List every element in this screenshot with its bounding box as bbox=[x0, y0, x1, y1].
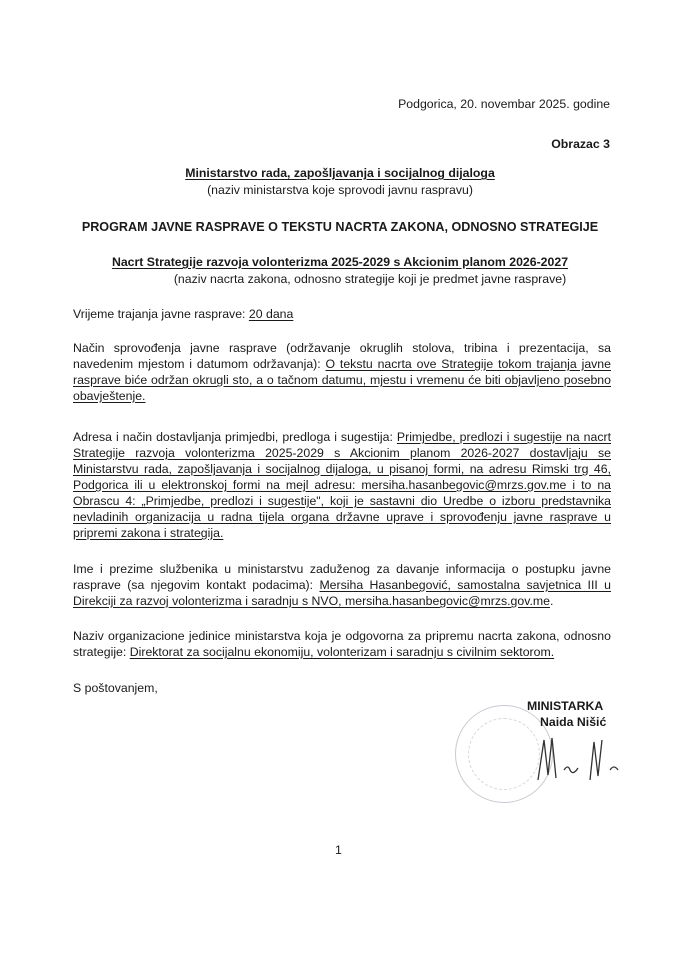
ministry-name: Ministarstvo rada, zapošljavanja i socijalnog dijaloga bbox=[185, 166, 495, 180]
closing: S poštovanjem, bbox=[73, 681, 158, 695]
form-number: Obrazac 3 bbox=[551, 137, 610, 151]
place-date: Podgorica, 20. novembar 2025. godine bbox=[398, 97, 610, 111]
signatory-title: MINISTARKA bbox=[527, 699, 604, 713]
handwritten-signature bbox=[530, 730, 640, 790]
method-label: Način sprovođenja javne rasprave (održavanje okruglih stolova, tribina i prezentacija, sa navedenim mjestom i datumom održavanja): bbox=[73, 341, 611, 371]
draft-name: Nacrt Strategije razvoja volonterizma 2025-2029 s Akcionim planom 2026-2027 bbox=[111, 255, 569, 269]
page-number: 1 bbox=[335, 843, 342, 857]
program-title: PROGRAM JAVNE RASPRAVE O TEKSTU NACRTA ZAKONA, ODNOSNO STRATEGIJE bbox=[81, 220, 599, 234]
method-section bbox=[73, 340, 611, 404]
duration-value: 20 dana bbox=[248, 307, 294, 321]
unit-value: Direktorat za socijalnu ekonomiju, volonterizam i saradnju s civilnim sektorom. bbox=[129, 645, 555, 659]
unit-section bbox=[73, 628, 611, 660]
method-value: O tekstu nacrta ove Strategije tokom trajanja javne rasprave biće održan okrugli sto, a o tačnom datumu, mjestu i vremenu će biti objavljeno posebno obavještenje. bbox=[73, 357, 611, 403]
duration-section bbox=[73, 306, 611, 322]
signatory-name: Naida Nišić bbox=[540, 715, 607, 729]
address-label: Adresa i način dostavljanja primjedbi, predloga i sugestija: bbox=[73, 430, 397, 444]
unit-label: Naziv organizacione jedinice ministarstva koja je odgovorna za pripremu nacrta zakona, odnosno strategije: bbox=[73, 629, 611, 659]
contact-section: Ime i prezime službenika u ministarstvu zaduženog za davanje informacija o postupku javne rasprave (sa njegovim kontakt podacima): Mersiha Hasanbegović, samostalna savjetnica III u Direkciji za razvoj volonterizma i saradnju s NVO, mersiha.hasanbegovic@mrzs.gov.me. bbox=[73, 562, 611, 608]
contact-value: Mersiha Hasanbegović, samostalna savjetnica III u Direkciji za razvoj volonterizma i saradnju s NVO, mersiha.hasanbegovic@mrzs.gov.me bbox=[73, 578, 611, 608]
address-section bbox=[73, 429, 611, 541]
contact-label: Ime i prezime službenika u ministarstvu zaduženog za davanje informacija o postupku javne rasprave (sa njegovim kontakt podacima): bbox=[73, 562, 611, 592]
duration-label: Vrijeme trajanja javne rasprave: bbox=[73, 307, 249, 321]
ministry-note: (naziv ministarstva koje sprovodi javnu raspravu) bbox=[207, 183, 473, 197]
address-value: Primjedbe, predlozi i sugestije na nacrt Strategije razvoja volonterizma 2025-2029 s Akcionim planom 2026-2027 dostavljaju se Ministarstvu rada, zapošljavanja i socijalnog dijaloga, u pisanoj formi, na adresu Rimski trg 46, Podgorica ili u elektronskoj formi na mejl adresu: mersiha.hasanbegovic@mrzs.gov.me i to na Obrascu 4: „Primjedbe, predlozi i sugestije", koji je sastavni dio Uredbe o izboru predstavnika nevladinih organizacija u radna tijela organa državne uprave i sprovođenju javne rasprave u pripremi zakona i strategija. bbox=[73, 430, 612, 540]
draft-note: (naziv nacrta zakona, odnosno strategije koji je predmet javne rasprave) bbox=[173, 272, 567, 286]
